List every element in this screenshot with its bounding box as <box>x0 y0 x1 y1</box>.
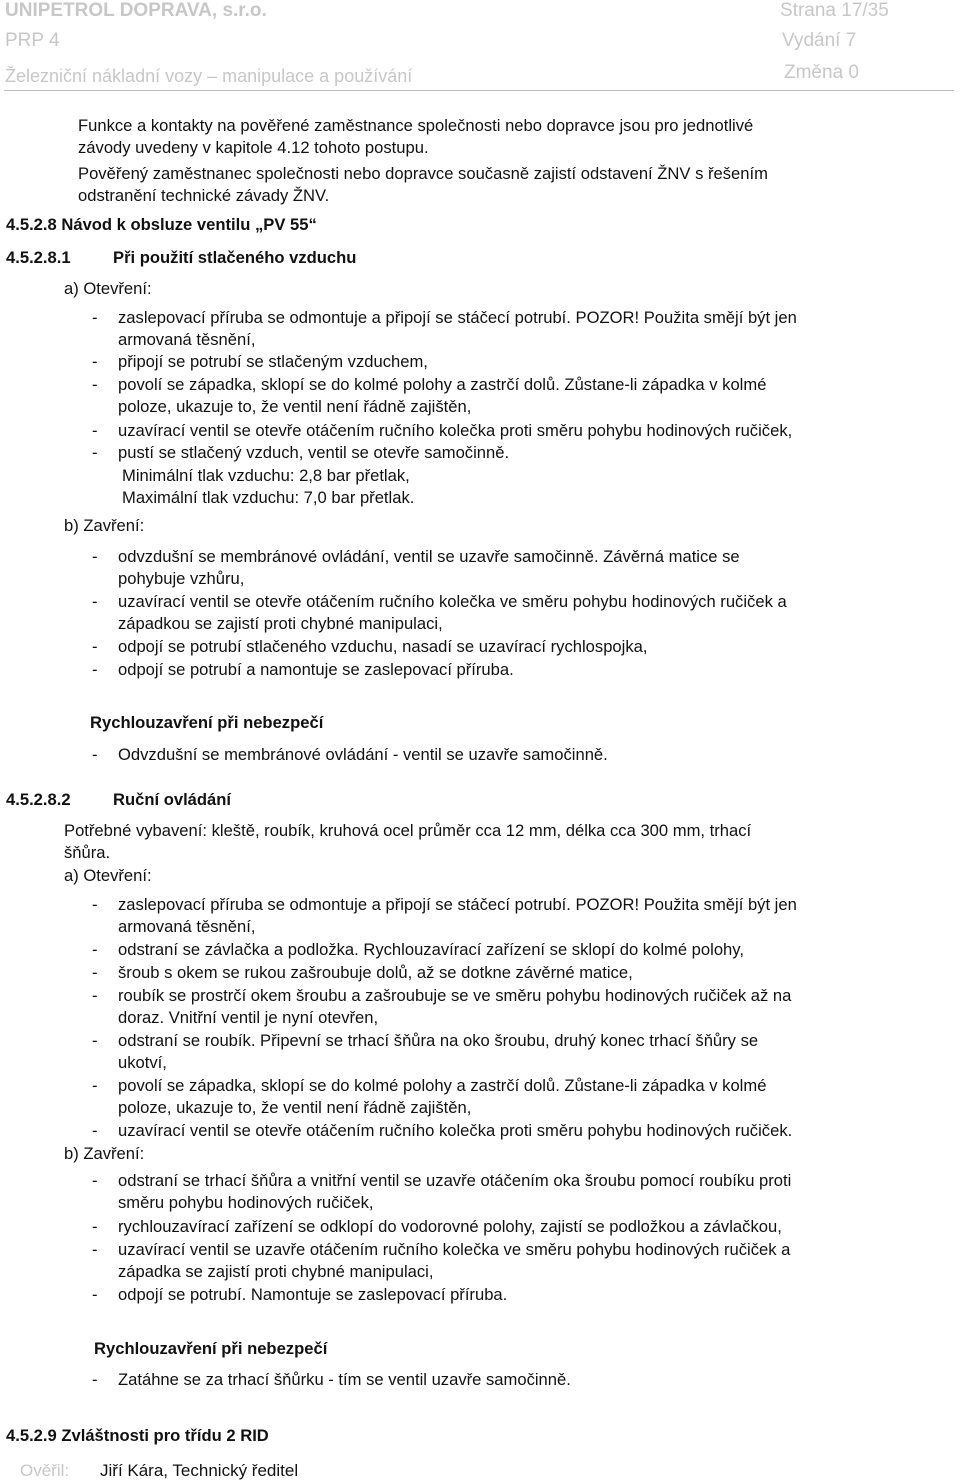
closing-label: b) Zavření: <box>64 516 145 535</box>
equipment-line: šňůra. <box>64 843 111 862</box>
list-item: odvzdušní se membránové ovládání, ventil se uzavře samočinně. Závěrná matice se <box>118 547 740 566</box>
list-item: odpojí se potrubí. Namontuje se zaslepovací příruba. <box>118 1285 508 1304</box>
list-item: připojí se potrubí se stlačeným vzduchem, <box>118 352 428 371</box>
list-item: odstraní se závlačka a podložka. Rychlouzavírací zařízení se sklopí do kolmé polohy, <box>118 940 744 959</box>
list-item: uzavírací ventil se otevře otáčením ručního kolečka proti směru pohybu hodinových ručiček. <box>118 1121 793 1140</box>
company-name: UNIPETROL DOPRAVA, s.r.o. <box>5 0 267 21</box>
list-item: Zatáhne se za trhací šňůrku - tím se ventil uzavře samočinně. <box>118 1370 571 1389</box>
bullet-dash: - <box>92 940 98 959</box>
bullet-dash: - <box>92 352 98 371</box>
bullet-dash: - <box>92 375 98 394</box>
bullet-dash: - <box>92 1240 98 1259</box>
bullet-dash: - <box>92 1285 98 1304</box>
header-divider <box>4 90 954 91</box>
footer-label: Ověřil: <box>20 1461 70 1480</box>
bullet-dash: - <box>92 660 98 679</box>
list-item-continuation: armovaná těsnění, <box>118 330 256 349</box>
bullet-dash: - <box>92 637 98 656</box>
list-item-continuation: doraz. Vnitřní ventil je nyní otevřen, <box>118 1008 379 1027</box>
list-item-continuation: poloze, ukazuje to, že ventil není řádně zajištěn, <box>118 397 472 416</box>
list-item: roubík se prostrčí okem šroubu a zašroubuje se ve směru pohybu hodinových ručiček až na <box>118 986 792 1005</box>
list-item: uzavírací ventil se otevře otáčením ručního kolečka proti směru pohybu hodinových ručiček, <box>118 421 793 440</box>
list-item: odpojí se potrubí stlačeného vzduchu, nasadí se uzavírací rychlospojka, <box>118 637 648 656</box>
bullet-dash: - <box>92 421 98 440</box>
section-heading-45282: Ruční ovládání <box>113 790 232 809</box>
list-item: šroub s okem se rukou zašroubuje dolů, až se dotkne závěrné matice, <box>118 963 633 982</box>
list-item: uzavírací ventil se uzavře otáčením ručního kolečka ve směru pohybu hodinových ručiček a <box>118 1240 791 1259</box>
closing-label: b) Zavření: <box>64 1144 145 1163</box>
bullet-dash: - <box>92 895 98 914</box>
opening-label: a) Otevření: <box>64 866 152 885</box>
list-item-continuation: západka se zajistí proti chybné manipulaci, <box>118 1262 434 1281</box>
emergency-heading: Rychlouzavření při nebezpečí <box>90 713 324 732</box>
equipment-line: Potřebné vybavení: kleště, roubík, kruhová ocel průměr cca 12 mm, délka cca 300 mm, trhací <box>64 821 752 840</box>
intro-line: závody uvedeny v kapitole 4.12 tohoto postupu. <box>78 138 429 157</box>
bullet-dash: - <box>92 1076 98 1095</box>
bullet-dash: - <box>92 308 98 327</box>
bullet-dash: - <box>92 1031 98 1050</box>
intro-line: Pověřený zaměstnanec společnosti nebo dopravce současně zajistí odstavení ŽNV s řešením <box>78 164 768 183</box>
section-heading-4529: 4.5.2.9 Zvláštnosti pro třídu 2 RID <box>6 1426 269 1445</box>
bullet-dash: - <box>92 986 98 1005</box>
list-item-continuation: směru pohybu hodinových ručiček, <box>118 1193 374 1212</box>
bullet-dash: - <box>92 1217 98 1236</box>
list-item: zaslepovací příruba se odmontuje a připojí se stáčecí potrubí. POZOR! Použita smějí být jen <box>118 895 797 914</box>
list-item-continuation: poloze, ukazuje to, že ventil není řádně zajištěn, <box>118 1098 472 1117</box>
opening-label: a) Otevření: <box>64 279 152 298</box>
document-code: PRP 4 <box>5 30 60 51</box>
section-number-45282: 4.5.2.8.2 <box>6 790 71 809</box>
pressure-min: Minimální tlak vzduchu: 2,8 bar přetlak, <box>122 466 410 485</box>
list-item: uzavírací ventil se otevře otáčením ručního kolečka ve směru pohybu hodinových ručiček a <box>118 592 787 611</box>
list-item: rychlouzavírací zařízení se odklopí do vodorovné polohy, zajistí se podložkou a závlačkou, <box>118 1217 782 1236</box>
intro-line: Funkce a kontakty na pověřené zaměstnance společnosti nebo dopravce jsou pro jednotlivé <box>78 116 754 135</box>
list-item: odstraní se trhací šňůra a vnitřní ventil se uzavře otáčením oka šroubu pomocí roubíku proti <box>118 1171 792 1190</box>
bullet-dash: - <box>92 547 98 566</box>
list-item: Odvzdušní se membránové ovládání - ventil se uzavře samočinně. <box>118 745 608 764</box>
section-heading-45281: Při použití stlačeného vzduchu <box>113 248 357 267</box>
page-number: Strana 17/35 <box>780 0 889 21</box>
bullet-dash: - <box>92 745 98 764</box>
list-item-continuation: západkou se zajistí proti chybné manipulaci, <box>118 614 443 633</box>
footer-approver: Jiří Kára, Technický ředitel <box>100 1461 299 1480</box>
bullet-dash: - <box>92 963 98 982</box>
list-item-continuation: armovaná těsnění, <box>118 917 256 936</box>
change-number: Změna 0 <box>784 62 859 83</box>
bullet-dash: - <box>92 1171 98 1190</box>
pressure-max: Maximální tlak vzduchu: 7,0 bar přetlak. <box>122 488 415 507</box>
list-item-continuation: ukotví, <box>118 1053 167 1072</box>
edition: Vydání 7 <box>782 30 857 51</box>
list-item: odstraní se roubík. Připevní se trhací šňůra na oko šroubu, druhý konec trhací šňůry se <box>118 1031 759 1050</box>
list-item: povolí se západka, sklopí se do kolmé polohy a zastrčí dolů. Zůstane-li západka v kolmé <box>118 1076 767 1095</box>
section-number-45281: 4.5.2.8.1 <box>6 248 71 267</box>
emergency-heading: Rychlouzavření při nebezpečí <box>94 1339 328 1358</box>
intro-line: odstranění technické závady ŽNV. <box>78 186 330 205</box>
list-item-continuation: pohybuje vzhůru, <box>118 569 245 588</box>
list-item: pustí se stlačený vzduch, ventil se otevře samočinně. <box>118 443 510 462</box>
bullet-dash: - <box>92 592 98 611</box>
bullet-dash: - <box>92 443 98 462</box>
bullet-dash: - <box>92 1370 98 1389</box>
list-item: odpojí se potrubí a namontuje se zaslepovací příruba. <box>118 660 514 679</box>
bullet-dash: - <box>92 1121 98 1140</box>
list-item: zaslepovací příruba se odmontuje a připojí se stáčecí potrubí. POZOR! Použita smějí být jen <box>118 308 797 327</box>
document-title: Železniční nákladní vozy – manipulace a používání <box>5 66 413 86</box>
list-item: povolí se západka, sklopí se do kolmé polohy a zastrčí dolů. Zůstane-li západka v kolmé <box>118 375 767 394</box>
section-heading-4528: 4.5.2.8 Návod k obsluze ventilu „PV 55“ <box>6 215 317 234</box>
